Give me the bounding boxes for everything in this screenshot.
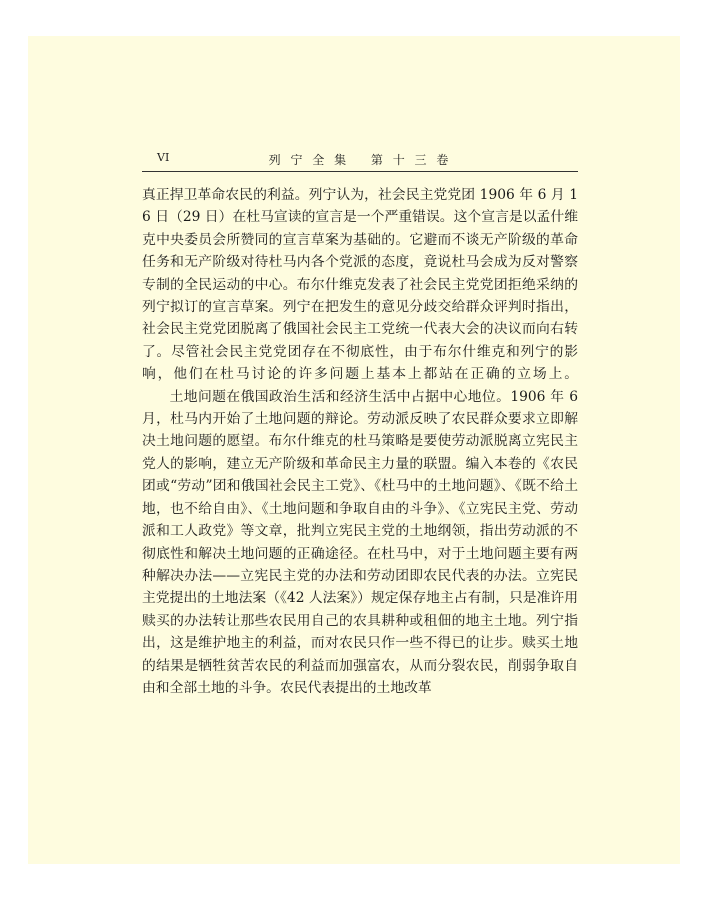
paragraph-2: 土地问题在俄国政治生活和经济生活中占据中心地位。1906 年 6 月，杜马内开始了土地问题的辩论。劳动派反映了农民群众要求立即解决土地问题的愿望。布尔什维克的杜马策略是要使劳动派脱离立宪民主党人的影响，建立无产阶级和革命民主力量的联盟。编入本卷的《农民团或“劳动”团和俄国社会民主工党》、《杜马中的土地问题》、《既不给土地，也不给自由》、《土地问题和争取自由的斗争》、《立宪民主党、劳动派和工人政党》等文章，批判立宪民主党的土地纲领，指出劳动派的不彻底性和解决土地问题的正确途径。在杜马中，对于土地问题主要有两种解决办法——立宪民主党的办法和劳动团即农民代表的办法。立宪民主党提出的土地法案（《42 人法案》）规定保存地主占有制，只是准许用赎买的办法转让那些农民用自己的农具耕种或租佃的地主土地。列宁指出，这是维护地主的利益，而对农民只作一些不得已的让步。赎买土地的结果是牺牲贫苦农民的利益而加强富农，从而分裂农民，削弱争取自由和全部土地的斗争。农民代表提出的土地改革 xyxy=(142,388,578,696)
page-number: VI xyxy=(157,151,170,164)
running-title: 列 宁 全 集 第 十 三 卷 xyxy=(268,153,452,167)
body-text xyxy=(142,184,578,699)
running-header xyxy=(142,151,578,172)
paragraph-1: 真正捍卫革命农民的利益。列宁认为，社会民主党党团 1906 年 6 月 16 日（29 日）在杜马宣读的宣言是一个严重错误。这个宣言是以孟什维克中央委员会所赞同的宣言草案为基础的。它避而不谈无产阶级的革命任务和无产阶级对待杜马内各个党派的态度，竟说杜马会成为反对警察专制的全民运动的中心。布尔什维克发表了社会民主党党团拒绝采纳的列宁拟订的宣言草案。列宁在把发生的意见分歧交给群众评判时指出，社会民主党党团脱离了俄国社会民主工党统一代表大会的决议而向右转了。尽管社会民主党党团存在不彻底性，由于布尔什维克和列宁的影响，他们在杜马讨论的许多问题上基本上都站在正确的立场上。 xyxy=(142,187,578,383)
